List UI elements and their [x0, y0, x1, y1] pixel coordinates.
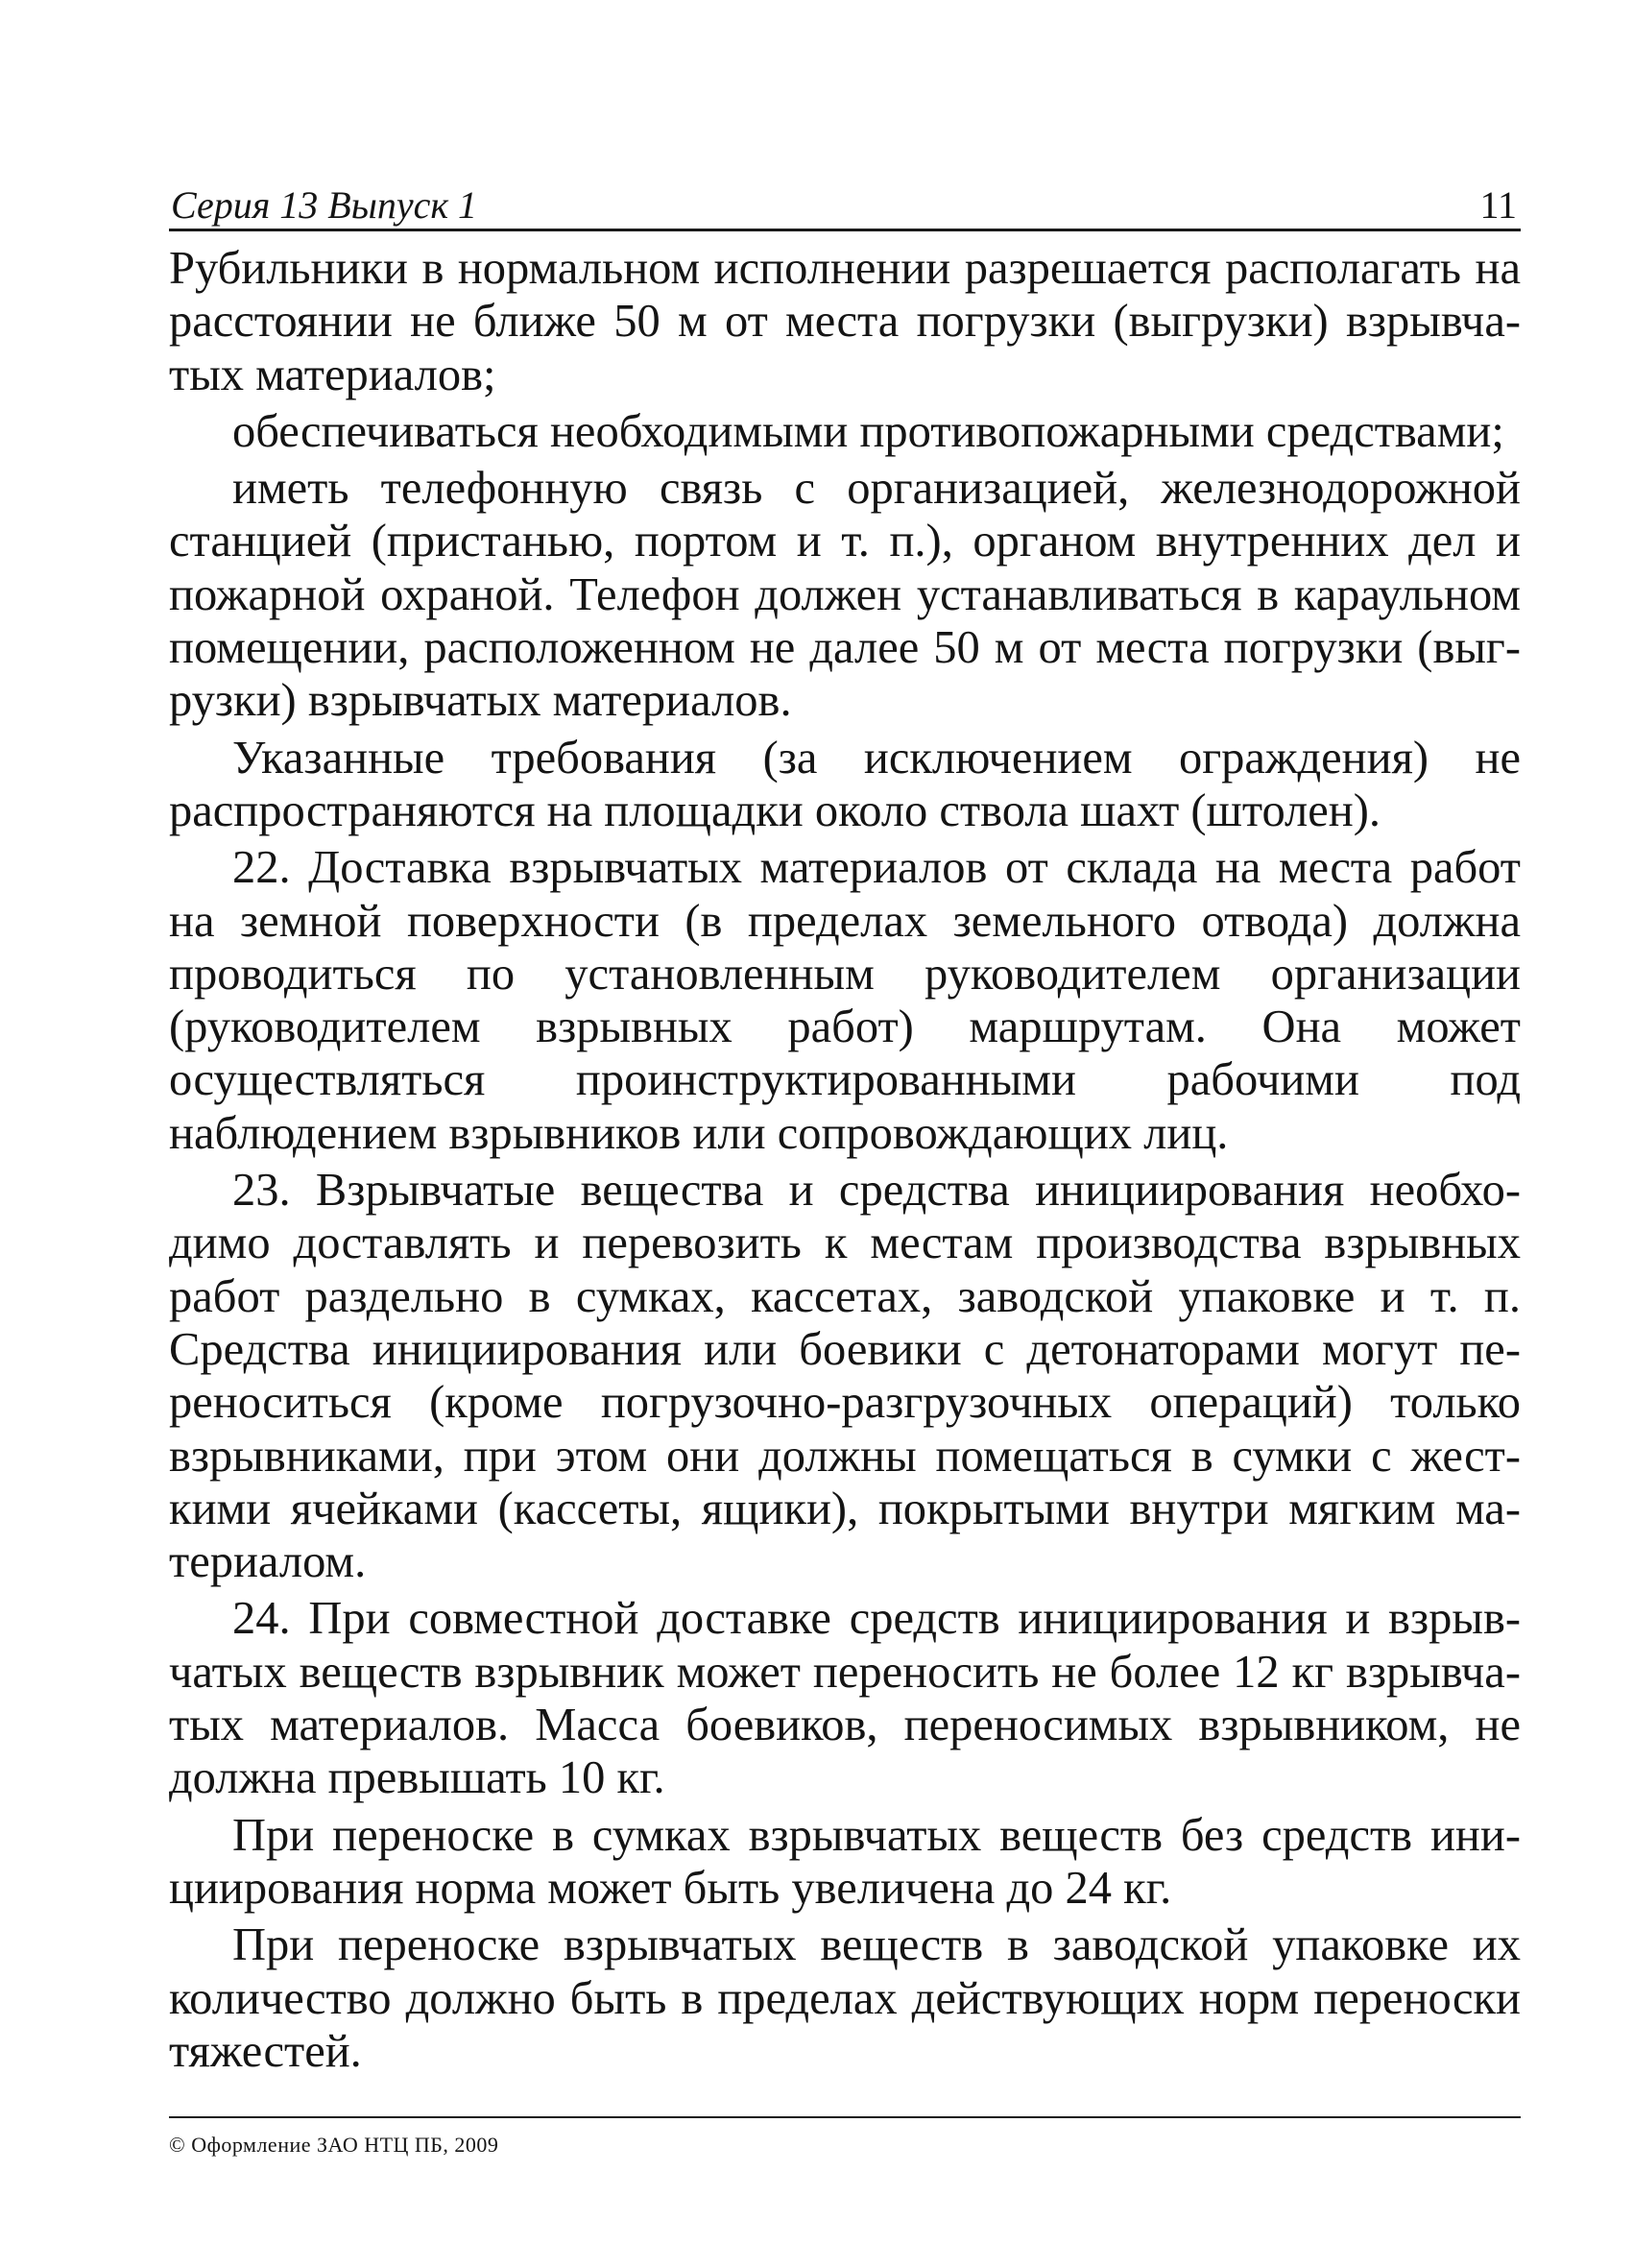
paragraph-item-22: 22. Доставка взрывчатых материалов от склада на места работ на земной поверхности (в пределах земельного отвода) должна проводиться по установленным руководителем организации (руководителем взрывных работ) маршрутам. Она может осуществляться проинструктированными рабочими под наблюдением взрывников или сопровождающих лиц.: [169, 842, 1521, 1159]
paragraph-item-24: 24. При совместной доставке средств инициирования и взрывчатых веществ взрывник может переносить не более 12 кг взрывчатых материалов. Масса боевиков, переносимых взрывником, не должна превышать 10 кг.: [169, 1593, 1521, 1804]
document-body: [169, 242, 1521, 2082]
footer-copyright: © Оформление ЗАО НТЦ ПБ, 2009: [169, 2133, 499, 2157]
paragraph-factory-packaging: При переноске взрывчатых веществ в заводской упаковке их количество должно быть в пределах действующих норм переноски тяжестей.: [169, 1919, 1521, 2077]
footer-divider: [169, 2116, 1521, 2118]
paragraph-fire-equipment: обеспечиваться необходимыми противопожарными средствами;: [232, 405, 1504, 457]
paragraph-telephone: иметь телефонную связь с организацией, железнодорожной станцией (пристанью, портом и т. п.), органом внутренних дел и пожарной охраной. Телефон должен устанавливаться в караульном помещении, расположенном не далее 50 м от места погрузки (выгрузки) взрывчатых материалов.: [169, 463, 1521, 727]
paragraph-bag-limit: При переноске в сумках взрывчатых веществ без средств инициирования норма может быть увеличена до 24 кг.: [169, 1809, 1521, 1914]
paragraph-switches: Рубильники в нормальном исполнении разрешается располагать на расстоянии не ближе 50 м от места погрузки (выгрузки) взрывчатых материалов;: [169, 243, 1521, 400]
page-header: [169, 182, 1521, 231]
page-number: 11: [1479, 183, 1517, 227]
paragraph-item-23: 23. Взрывчатые вещества и средства инициирования необходимо доставлять и перевозить к местам производства взрывных работ раздельно в сумках, кассетах, заводской упаковке и т. п. Средства инициирования или боевики с детонаторами могут переноситься (кроме погрузочно-разгрузочных операций) только взрывниками, при этом они должны помещаться в сумки с жесткими ячейками (кассеты, ящики), покрытыми внутри мягким материалом.: [169, 1165, 1521, 1588]
paragraph-exceptions: Указанные требования (за исключением ограждения) не распространяются на площадки около ствола шахт (штолен).: [169, 732, 1521, 836]
series-issue-label: Серия 13 Выпуск 1: [171, 183, 478, 227]
